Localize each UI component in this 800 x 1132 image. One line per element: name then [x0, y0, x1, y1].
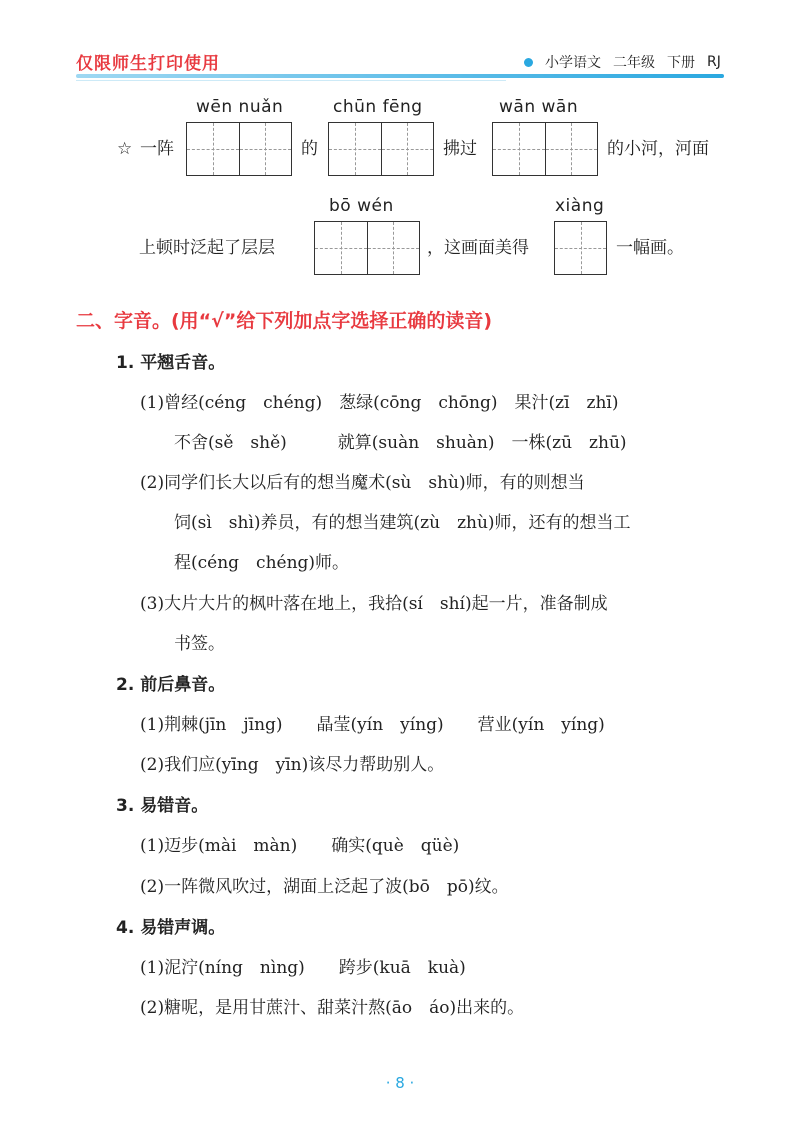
question-line: 饲(sì shì)养员，有的想当建筑(zù zhù)师，还有的想当工 [174, 513, 631, 533]
star-icon: ☆ [117, 139, 133, 159]
pinyin-wennuan: wēn nuǎn [196, 97, 284, 117]
row2-text-2: ，这画面美得 [427, 238, 529, 258]
question-line: (1)泥泞(níng nìng) 跨步(kuā kuà) [140, 958, 466, 978]
header-edition: RJ [707, 54, 721, 70]
question-line: (3)大片大片的枫叶落在地上，我拾(sí shí)起一片，准备制成 [140, 594, 608, 614]
bullet-dot-icon [524, 58, 533, 67]
question-line: 程(céng chéng)师。 [174, 553, 350, 573]
header-label: 仅限师生打印使用 [76, 54, 220, 74]
answer-grid-wennuan[interactable] [186, 122, 292, 176]
header-grade: 二年级 [613, 55, 655, 71]
answer-grid-xiang[interactable] [554, 221, 607, 275]
question-line: 不舍(sě shě) 就算(suàn shuàn) 一株(zū zhū) [174, 433, 627, 453]
section-title: 二、字音。(用“√”给下列加点字选择正确的读音) [76, 310, 493, 332]
page-number: · 8 · [385, 1074, 415, 1092]
question-line: (2)糖呢，是用甘蔗汁、甜菜汁熬(āo áo)出来的。 [140, 998, 525, 1018]
row2-text-3: 一幅画。 [616, 238, 684, 258]
question-line: 书签。 [174, 634, 225, 654]
row1-text-2: 的 [301, 139, 318, 159]
group-title-3: 3. 易错音。 [116, 796, 209, 816]
pinyin-chunfeng: chūn fēng [333, 97, 423, 117]
row2-text-1: 上顿时泛起了层层 [139, 238, 275, 258]
question-line: (1)荆棘(jīn jīng) 晶莹(yín yíng) 营业(yín yíng) [140, 715, 605, 735]
answer-grid-bowen[interactable] [314, 221, 420, 275]
group-title-2: 2. 前后鼻音。 [116, 675, 226, 695]
question-line: (2)一阵微风吹过，湖面上泛起了波(bō pō)纹。 [140, 877, 509, 897]
group-title-1: 1. 平翘舌音。 [116, 353, 226, 373]
pinyin-xiang: xiàng [555, 196, 605, 216]
header-divider-thin [76, 80, 506, 81]
question-line: (2)我们应(yīng yīn)该尽力帮助别人。 [140, 755, 445, 775]
answer-grid-wanwan[interactable] [492, 122, 598, 176]
answer-grid-chunfeng[interactable] [328, 122, 434, 176]
header-volume: 下册 [667, 55, 695, 71]
header-info [524, 52, 721, 72]
header-subject: 小学语文 [545, 55, 601, 71]
group-title-4: 4. 易错声调。 [116, 918, 226, 938]
row1-text-4: 的小河，河面 [607, 139, 709, 159]
question-line: (2)同学们长大以后有的想当魔术(sù shù)师，有的则想当 [140, 473, 585, 493]
header-divider [76, 74, 724, 78]
pinyin-bowen: bō wén [329, 196, 394, 216]
row1-text-1: 一阵 [140, 139, 174, 159]
question-line: (1)曾经(céng chéng) 葱绿(cōng chōng) 果汁(zī zhī) [140, 393, 619, 413]
pinyin-wanwan: wān wān [499, 97, 579, 117]
question-line: (1)迈步(mài màn) 确实(què qüè) [140, 836, 460, 856]
row1-text-3: 拂过 [443, 139, 477, 159]
